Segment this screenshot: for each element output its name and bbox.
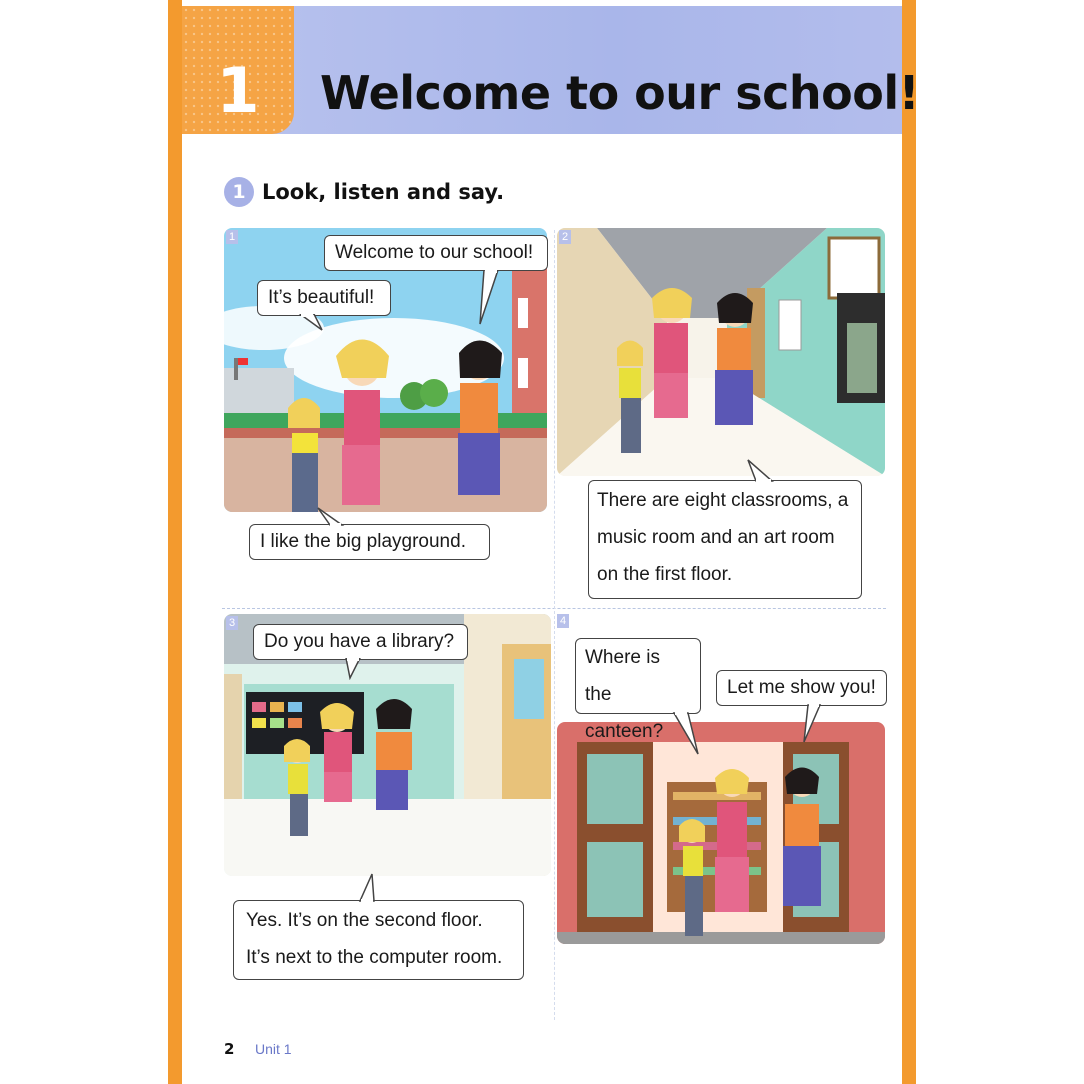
footer-unit-label: Unit 1 (255, 1041, 292, 1057)
panel-1-number: 1 (226, 230, 238, 244)
panel-3-number: 3 (226, 616, 238, 630)
bubble-line: music room and an art room (597, 527, 835, 548)
speech-bubble-tail (800, 704, 824, 744)
speech-bubble-second-floor (233, 900, 524, 980)
bubble-line: There are eight classrooms, a (597, 490, 849, 511)
bubble-line: It’s next to the computer room. (246, 947, 503, 968)
section-instruction: Look, listen and say. (262, 180, 505, 204)
panel-2-number: 2 (559, 230, 571, 244)
section-heading (224, 176, 504, 208)
unit-title: Welcome to our school! (320, 66, 920, 120)
page-number: 2 (224, 1040, 235, 1058)
bubble-line: on the first floor. (597, 564, 733, 585)
unit-number: 1 (216, 54, 260, 127)
comic-panel-2 (557, 228, 885, 476)
panel-4-number-tag: 4 (557, 614, 569, 628)
bubble-line: Where is the (585, 647, 660, 705)
speech-bubble-tail (344, 658, 366, 680)
speech-bubble-show-you: Let me show you! (716, 670, 887, 706)
speech-bubble-playground: I like the big playground. (249, 524, 490, 560)
speech-bubble-tail (352, 872, 378, 902)
speech-bubble-welcome: Welcome to our school! (324, 235, 548, 271)
speech-bubble-canteen (575, 638, 701, 742)
comic-panel-4 (557, 722, 885, 944)
panel-2-illustration (557, 228, 885, 476)
panel-divider-vertical (554, 230, 555, 1020)
speech-bubble-tail (672, 712, 702, 756)
speech-bubble-tail (296, 314, 326, 332)
bubble-line: Yes. It’s on the second floor. (246, 910, 483, 931)
speech-bubble-classrooms (588, 480, 862, 599)
speech-bubble-tail (742, 458, 776, 482)
speech-bubble-tail (316, 506, 346, 526)
speech-bubble-tail (478, 270, 502, 326)
section-number-badge: 1 (224, 177, 254, 207)
speech-bubble-library: Do you have a library? (253, 624, 468, 660)
bubble-line: canteen? (585, 721, 664, 742)
panel-4-illustration (557, 722, 885, 944)
speech-bubble-beautiful: It’s beautiful! (257, 280, 391, 316)
